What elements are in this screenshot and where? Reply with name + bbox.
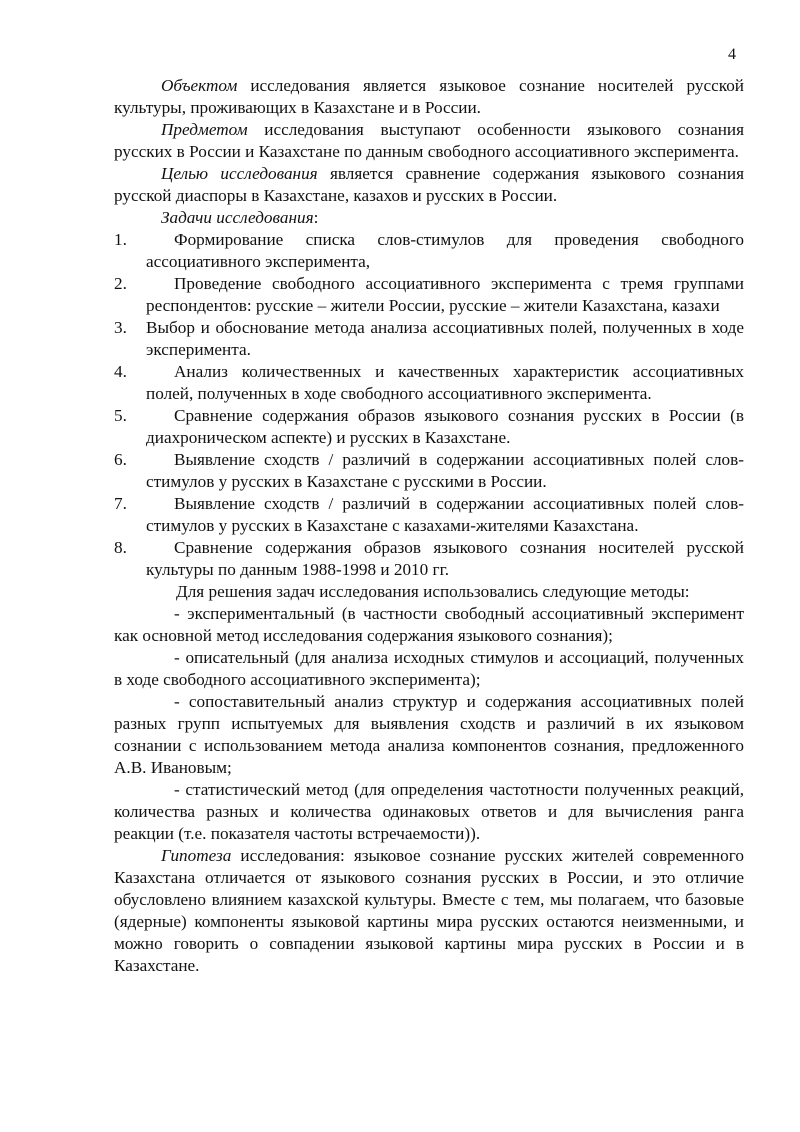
subject-term: Предметом — [161, 120, 248, 139]
list-item-text: Сравнение содержания образов языкового сознания носителей русской культуры по данным 1988-1998 и 2010 гг. — [146, 538, 744, 579]
tasks-title: Задачи исследования — [161, 208, 314, 227]
tasks-heading — [161, 207, 744, 229]
list-item-text: Анализ количественных и качественных характеристик ассоциативных полей, полученных в ходе свободного ассоциативного эксперимента. — [146, 362, 744, 403]
tasks-list — [114, 229, 744, 581]
stat-body: (для определения частотности полученных реакций, количества разных и количества одинаковых ответов и для вычисления ранга реакции (т.е. показателя частоты встречаемости)) — [114, 780, 744, 843]
object-text: исследования является языковое сознание носителей русской культуры, проживающих в Казахстане и в России. — [114, 76, 744, 117]
goal-paragraph — [114, 163, 744, 207]
methods-intro: Для решения задач исследования использовались следующие методы: — [176, 582, 690, 601]
list-item-text: Выявление сходств / различий в содержании ассоциативных полей слов-стимулов у русских в Казахстане с казахами-жителями Казахстана. — [146, 494, 744, 535]
list-item — [114, 493, 744, 537]
subject-paragraph — [114, 119, 744, 163]
list-item-text: Выявление сходств / различий в содержании ассоциативных полей слов-стимулов у русских в Казахстане с русскими в России. — [146, 450, 744, 491]
object-paragraph — [114, 75, 744, 119]
list-item-number: 4. — [114, 362, 127, 381]
list-item-number: 8. — [114, 538, 127, 557]
list-item-text: Сравнение содержания образов языкового сознания русских в России (в диахроническом аспекте) и русских в Казахстане. — [146, 406, 744, 447]
stat-prefix: - статистический метод — [174, 780, 355, 799]
tasks-colon: : — [313, 208, 319, 227]
subject-text: исследования выступают особенности языкового сознания русских в России и Казахстане по данным свободного ассоциативного эксперимента. — [114, 120, 744, 161]
list-item-text: Проведение свободного ассоциативного эксперимента с тремя группами респондентов: русские – жители России, русские – жители Казахстана, казахи — [146, 274, 744, 315]
list-item-number: 1. — [114, 230, 127, 249]
list-item — [114, 273, 744, 317]
list-item-number: 6. — [114, 450, 127, 469]
method-item: - описательный (для анализа исходных стимулов и ассоциаций, полученных в ходе свободного ассоциативного эксперимента); — [114, 648, 744, 689]
list-item — [114, 229, 744, 273]
list-item — [114, 317, 744, 361]
hypothesis-text: исследования: языковое сознание русских жителей современного Казахстана отличается от языкового сознания русских в России, и это отличие обусловлено влиянием казахской культуры. Вместе с тем, мы полагаем, что базовые (ядерные) компоненты языковой картины мира русских остаются неизменными, и можно говорить о совпадении языковой картины мира русских в России и в Казахстане. — [114, 846, 744, 975]
list-item — [114, 537, 744, 581]
list-item — [114, 405, 744, 449]
list-item — [114, 449, 744, 493]
list-item-text: Формирование списка слов-стимулов для проведения свободного ассоциативного эксперимента, — [146, 230, 744, 271]
list-item-number: 3. — [114, 318, 127, 337]
hypothesis-paragraph — [114, 845, 744, 977]
goal-text: является сравнение содержания языкового сознания русской диаспоры в Казахстане, казахов и русских в России. — [114, 164, 744, 205]
document-body — [114, 75, 744, 977]
method-item-statistical — [114, 779, 744, 845]
list-item-number: 7. — [114, 494, 127, 513]
page-number: 4 — [728, 46, 736, 63]
method-item: - экспериментальный (в частности свободный ассоциативный эксперимент как основной метод исследования содержания языкового сознания); — [114, 604, 744, 645]
list-item-number: 5. — [114, 406, 127, 425]
stat-end: . — [475, 824, 481, 843]
goal-term: Целью исследования — [161, 164, 318, 183]
hypothesis-term: Гипотеза — [161, 846, 232, 865]
method-item: - сопоставительный анализ структур и содержания ассоциативных полей разных групп испытуемых для выявления сходств и различий в их языковом сознании с использованием метода анализа компонентов сознания, предложенного А.В. Ивановым; — [114, 692, 744, 777]
object-term: Объектом — [161, 76, 238, 95]
list-item-text: Выбор и обоснование метода анализа ассоциативных полей, полученных в ходе эксперимента. — [146, 318, 744, 359]
list-item-number: 2. — [114, 274, 127, 293]
list-item — [114, 361, 744, 405]
